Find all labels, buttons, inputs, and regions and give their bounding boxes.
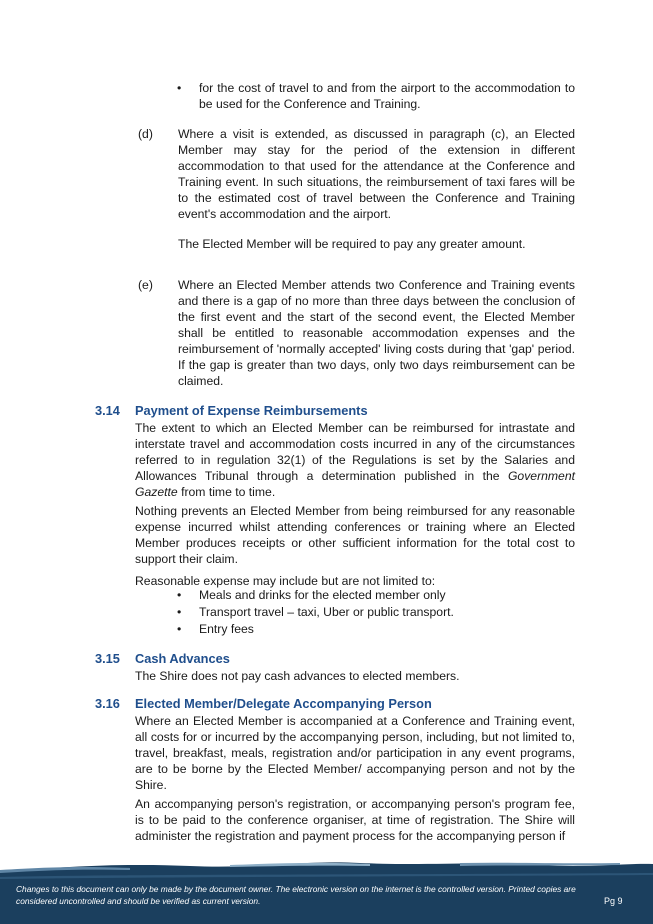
section-3-15-p1: The Shire does not pay cash advances to elected members. [135,669,460,683]
bullet-icon: • [177,81,182,95]
section-3-16-p1: Where an Elected Member is accompanied at a Conference and Training event, all costs for or incurred by the accompanying person, including, but not limited to, travel, breakfast, meals, registration and/or participation in any event programs, are to be borne by the Elected Member/ accompanying person and not by the Shire. [135,714,575,792]
section-3-14-number: 3.14 [95,403,120,418]
para-e-text: Where an Elected Member attends two Conference and Training events and there is a gap of no more than three days between the conclusion of the first event and the start of the second event, the Elected Member shall be entitled to reasonable accommodation expenses and the reimbursement of 'normally accepted' living costs during that 'gap' period. If the gap is greater than two days, only two days reimbursement can be claimed. [178,278,575,388]
bullet-icon: • [177,622,182,636]
section-3-14-title: Payment of Expense Reimbursements [135,403,368,418]
section-3-14-p1: The extent to which an Elected Member can be reimbursed for intrastate and interstate travel and accommodation costs incurred in any of the circumstances referred to in regulation 32(1) of the Regulations is set by the Salaries and Allowances Tribunal through a determination published in the Government Gazette from time to time. [135,421,575,499]
page-number: Pg 9 [604,896,623,906]
para-d-note: The Elected Member will be required to pay any greater amount. [178,237,526,251]
section-3-15-number: 3.15 [95,651,120,666]
para-e-label: (e) [138,278,153,292]
list-item: Entry fees [199,622,254,636]
list-item: Transport travel – taxi, Uber or public transport. [199,605,454,619]
bullet-icon: • [177,588,182,602]
para-d-label: (d) [138,127,153,141]
section-3-16-number: 3.16 [95,696,120,711]
para-c-bullet: for the cost of travel to and from the airport to the accommodation to be used for the Conference and Training. [199,81,575,111]
section-3-15-title: Cash Advances [135,651,230,666]
para-d-text: Where a visit is extended, as discussed in paragraph (c), an Elected Member may stay for the period of the extension in different accommodation to that used for the attendance at the Conference and Training event. In such situations, the reimbursement of taxi fares will be to the estimated cost of travel between the Conference and Training event's accommodation and the airport. [178,127,575,221]
section-3-16-p2: An accompanying person's registration, or accompanying person's program fee, is to be paid to the conference organiser, at time of registration. The Shire will administer the registration and payment process for the accompanying person if [135,797,575,843]
bullet-icon: • [177,605,182,619]
section-3-14-p2: Nothing prevents an Elected Member from being reimbursed for any reasonable expense incurred whilst attending conferences or training where an Elected Member produces receipts or other sufficient information for the total cost to support their claim. [135,504,575,566]
section-3-14-p3: Reasonable expense may include but are not limited to: [135,574,436,588]
footer-notice: Changes to this document can only be made by the document owner. The electronic version on the internet is the controlled version. Printed copies are considered uncontrolled and should be verified as current version. [16,884,576,906]
section-3-16-title: Elected Member/Delegate Accompanying Person [135,696,432,711]
list-item: Meals and drinks for the elected member only [199,588,446,602]
